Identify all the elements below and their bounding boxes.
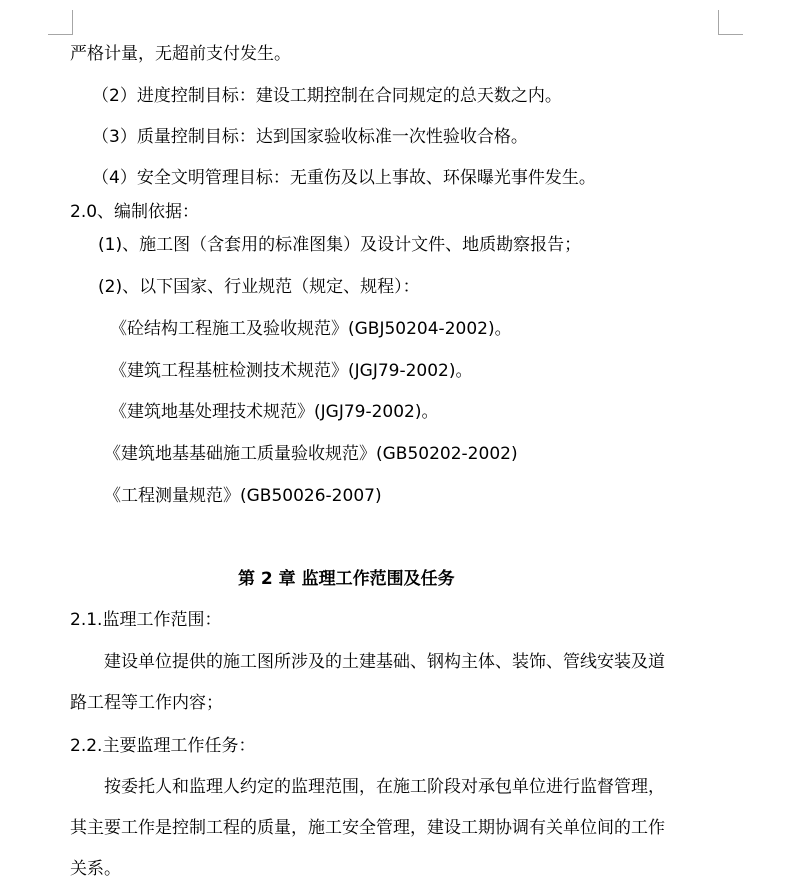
paragraph-line: 其主要工作是控制工程的质量，施工安全管理，建设工期协调有关单位间的工作	[70, 818, 665, 838]
reference-item: 《建筑地基基础施工质量验收规范》(GB50202-2002)	[104, 444, 518, 464]
text-line: (2)、以下国家、行业规范（规定、规程）：	[98, 277, 420, 297]
paragraph-line: 按委托人和监理人约定的监理范围，在施工阶段对承包单位进行监督管理，	[104, 777, 665, 797]
chapter-title: 第 2 章 监理工作范围及任务	[238, 569, 455, 589]
section-heading: 2.2.主要监理工作任务：	[70, 736, 256, 756]
section-heading: 2.1.监理工作范围：	[70, 610, 222, 630]
reference-item: 《建筑工程基桩检测技术规范》(JGJ79-2002)。	[110, 361, 473, 381]
text-line: (1)、施工图（含套用的标准图集）及设计文件、地质勘察报告；	[98, 235, 582, 255]
paragraph-line: 路工程等工作内容；	[70, 693, 223, 713]
text-line: （3）质量控制目标：达到国家验收标准一次性验收合格。	[92, 127, 528, 147]
page-corner-mark-right	[718, 10, 743, 35]
reference-item: 《建筑地基处理技术规范》(JGJ79-2002)。	[110, 402, 439, 422]
text-line: （4）安全文明管理目标：无重伤及以上事故、环保曝光事件发生。	[92, 168, 596, 188]
page-corner-mark-left	[48, 10, 73, 35]
section-heading: 2.0、编制依据：	[70, 202, 200, 222]
reference-item: 《工程测量规范》(GB50026-2007)	[104, 486, 382, 506]
text-line: 严格计量，无超前支付发生。	[70, 44, 291, 64]
paragraph-line: 关系。	[70, 859, 121, 879]
reference-item: 《砼结构工程施工及验收规范》(GBJ50204-2002)。	[110, 319, 512, 339]
paragraph-line: 建设单位提供的施工图所涉及的土建基础、钢构主体、装饰、管线安装及道	[104, 652, 665, 672]
text-line: （2）进度控制目标：建设工期控制在合同规定的总天数之内。	[92, 86, 562, 106]
